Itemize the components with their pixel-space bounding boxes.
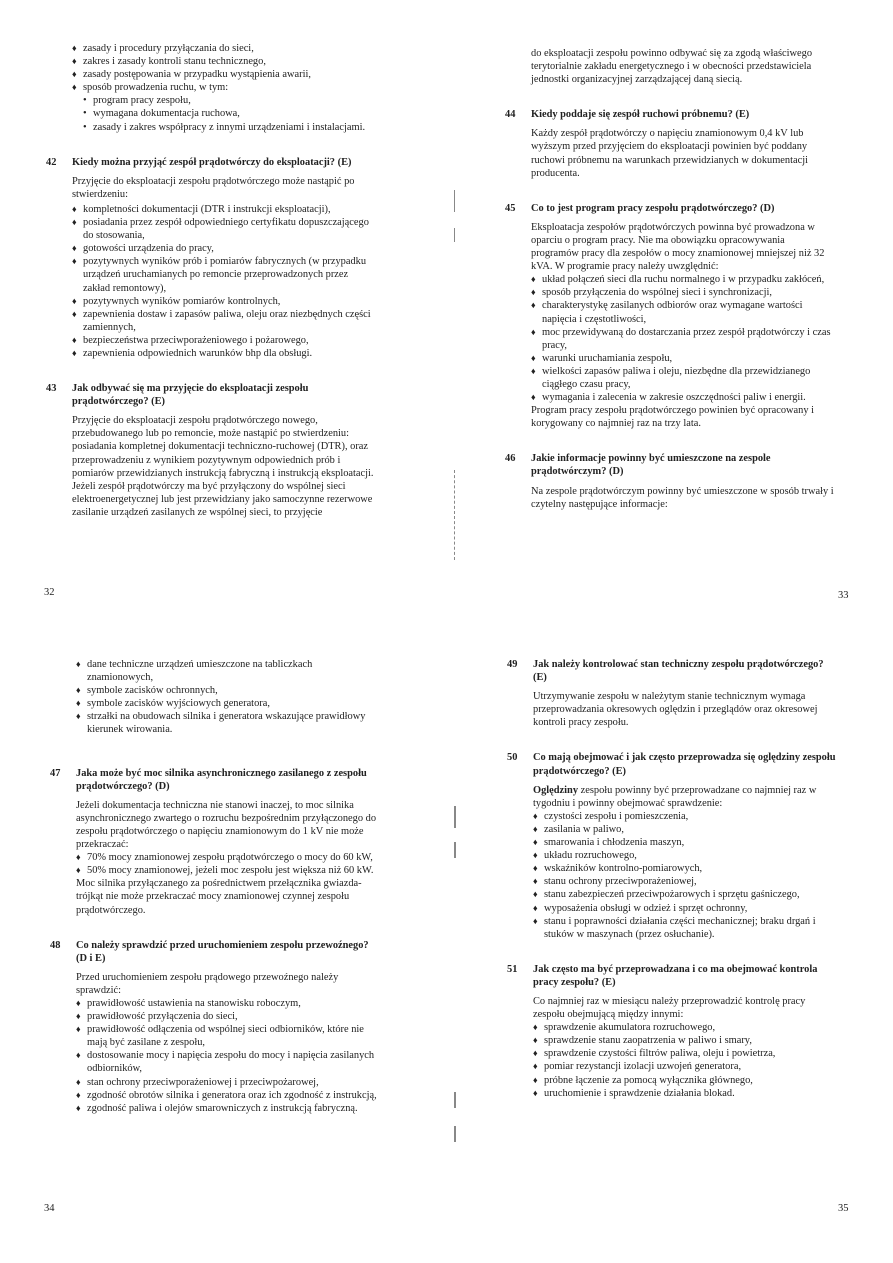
question-title: Jak często ma być przeprowadzana i co ma obejmować kontrola pracy zespołu? (E) bbox=[533, 963, 818, 988]
question-title: Jak należy kontrolować stan techniczny zespołu prądotwórczego? (E) bbox=[533, 659, 824, 684]
page-number: 32 bbox=[44, 587, 55, 598]
page-number: 35 bbox=[838, 1203, 849, 1214]
list-item: ♦ prawidłowość ustawienia na stanowisku roboczym, bbox=[76, 997, 380, 1010]
top-bullet-list bbox=[76, 658, 380, 737]
question-49-answer bbox=[533, 690, 837, 729]
question-number: 51 bbox=[507, 963, 518, 975]
question-title: Co to jest program pracy zespołu prądotwórczego? (D) bbox=[531, 202, 775, 214]
question-46-answer bbox=[531, 485, 835, 511]
question-50-answer bbox=[533, 784, 837, 941]
question-44-heading bbox=[505, 108, 835, 121]
question-43-heading bbox=[46, 382, 376, 408]
answer-paragraph: Przed uruchomieniem zespołu prądowego przewoźnego należy sprawdzić: bbox=[76, 971, 339, 996]
sub-list-item: • program pracy zespołu, bbox=[72, 94, 376, 107]
list-item: ♦ posiadania przez zespół odpowiedniego certyfikatu dopuszczającego do stosowania, bbox=[72, 216, 376, 242]
list-item: ♦ uruchomienie i sprawdzenie działania blokad. bbox=[533, 1087, 837, 1100]
answer-paragraph: Każdy zespół prądotwórczy o napięciu znamionowym 0,4 kV lub wyższym przed przyjęciem do eksploatacji powinien być poddany ruchowi próbnemu na warunkach przewidzianych w dokumentacji producenta. bbox=[531, 128, 808, 179]
list-item: ♦ strzałki na obudowach silnika i generatora wskazujące prawidłowy kierunek wirowania. bbox=[76, 710, 380, 736]
list-item: ♦ wymagania i zalecenia w zakresie oszczędności paliw i energii. bbox=[531, 391, 835, 404]
scan-mark bbox=[454, 228, 455, 242]
question-title: Kiedy można przyjąć zespół prądotwórczy do eksploatacji? (E) bbox=[72, 156, 352, 168]
list-item: ♦ zapewnienia dostaw i zapasów paliwa, oleju oraz niezbędnych części zamiennych, bbox=[72, 308, 376, 334]
question-title: Kiedy poddaje się zespół ruchowi próbnemu? (E) bbox=[531, 109, 750, 121]
list-item: ♦ wskaźników kontrolno-pomiarowych, bbox=[533, 862, 837, 875]
answer-paragraph: Program pracy zespołu prądotwórczego powinien być opracowany i korygowany co najmniej raz na trzy lata. bbox=[531, 405, 815, 430]
question-46-heading bbox=[505, 452, 835, 478]
page-33-column bbox=[505, 47, 835, 511]
list-item: ♦ wyposażenia obsługi w odzież i sprzęt ochronny, bbox=[533, 902, 837, 915]
list-item: ♦ gotowości urządzenia do pracy, bbox=[72, 242, 376, 255]
list-item: ♦ symbole zacisków ochronnych, bbox=[76, 684, 380, 697]
list-item: ♦ sprawdzenie czystości filtrów paliwa, oleju i powietrza, bbox=[533, 1047, 837, 1060]
question-title: Co mają obejmować i jak często przeprowadza się oględziny zespołu prądotwórczego? (E) bbox=[533, 752, 836, 777]
answer-paragraph: Przyjęcie do eksploatacji zespołu prądotwórczego nowego, przebudowanego lub po remoncie, może nastąpić po stwierdzeniu: posiadania kompletnej dokumentacji techniczno-ruchowej (DTR), oraz przeprowadzeniu z wynikiem pozytywnym odpowiednich prób i pomiarów przewidzianych instrukcją fabryczną i instrukcją eksploatacji. bbox=[72, 415, 374, 479]
list-item: ♦ sprawdzenie akumulatora rozruchowego, bbox=[533, 1021, 837, 1034]
question-number: 46 bbox=[505, 453, 516, 465]
answer-paragraph: Utrzymywanie zespołu w należytym stanie technicznym wymaga przeprowadzania okresowych oględzin i przeglądów oraz okresowej kontroli pracy zespołu. bbox=[533, 691, 818, 729]
question-title: Jak odbywać się ma przyjęcie do eksploatacji zespołu prądotwórczego? (E) bbox=[72, 383, 309, 408]
list-item: ♦ zapewnienia odpowiednich warunków bhp dla obsługi. bbox=[72, 347, 376, 360]
scan-mark bbox=[454, 1126, 456, 1142]
list-item: ♦ zgodność obrotów silnika i generatora oraz ich zgodność z instrukcją, bbox=[76, 1089, 380, 1102]
list-item: ♦ moc przewidywaną do dostarczania przez zespół prądotwórczy i czas pracy, bbox=[531, 326, 835, 352]
question-number: 48 bbox=[50, 939, 61, 951]
list-item: ♦ układu rozruchowego, bbox=[533, 849, 837, 862]
question-number: 50 bbox=[507, 752, 518, 764]
answer-paragraph bbox=[533, 784, 837, 810]
question-title: Co należy sprawdzić przed uruchomieniem zespołu przewoźnego? (D i E) bbox=[76, 939, 369, 964]
list-item: ♦ kompletności dokumentacji (DTR i instrukcji eksploatacji), bbox=[72, 203, 376, 216]
list-item: ♦ prawidłowość przyłączenia do sieci, bbox=[76, 1010, 380, 1023]
sub-list-item: • wymagana dokumentacja ruchowa, bbox=[72, 107, 376, 120]
question-48-heading bbox=[50, 939, 380, 965]
answer-text: zespołu powinny być przeprowadzane co najmniej raz w tygodniu i powinny obejmować sprawdzenie: bbox=[533, 784, 817, 809]
question-43-answer bbox=[72, 414, 376, 519]
list-item: ♦ charakterystykę zasilanych odbiorów oraz wymagane wartości napięcia i częstotliwości, bbox=[531, 299, 835, 325]
list-item: ♦ prawidłowość odłączenia od wspólnej sieci odbiorników, które nie mają być zasilane z zespołu, bbox=[76, 1023, 380, 1049]
list-item: ♦ symbole zacisków wyjściowych generatora, bbox=[76, 697, 380, 710]
question-number: 43 bbox=[46, 383, 57, 395]
question-44-answer bbox=[531, 127, 835, 179]
question-number: 47 bbox=[50, 767, 61, 779]
list-item: ♦ sposób prowadzenia ruchu, w tym: bbox=[72, 81, 376, 94]
question-47-answer bbox=[76, 799, 380, 917]
list-item: ♦ czystości zespołu i pomieszczenia, bbox=[533, 810, 837, 823]
list-item: ♦ bezpieczeństwa przeciwporażeniowego i pożarowego, bbox=[72, 334, 376, 347]
scan-mark bbox=[454, 806, 456, 828]
question-42-heading bbox=[46, 156, 376, 169]
answer-paragraph: Przyjęcie do eksploatacji zespołu prądotwórczego może nastąpić po stwierdzeniu: bbox=[72, 175, 355, 200]
question-49-heading bbox=[507, 658, 837, 684]
answer-paragraph: do eksploatacji zespołu powinno odbywać się za zgodą właściwego terytorialnie zakładu energetycznego i w obecności przedstawiciela jednostki organizacyjnej zarządzającej daną siecią. bbox=[531, 48, 813, 86]
list-item: ♦ stanu ochrony przeciwporażeniowej, bbox=[533, 875, 837, 888]
list-item: ♦ układ połączeń sieci dla ruchu normalnego i w przypadku zakłóceń, bbox=[531, 273, 835, 286]
scan-mark bbox=[454, 190, 455, 212]
page-number: 34 bbox=[44, 1203, 55, 1214]
question-42-answer bbox=[72, 175, 376, 360]
list-item: ♦ pozytywnych wyników prób i pomiarów fabrycznych (w przypadku urządzeń uruchamianych po remoncie przeprowadzonych przez zakład remontowy), bbox=[72, 255, 376, 294]
question-45-answer bbox=[531, 221, 835, 431]
answer-paragraph: Jeżeli zespół prądotwórczy ma być przyłączony do wspólnej sieci elektroenergetycznej lub jest przewidziany jako samoczynne rezerwowe zasilanie urządzeń zasilanych ze wspólnej sieci, to przyjęcie bbox=[72, 480, 373, 518]
list-item: ♦ zasady postępowania w przypadku wystąpienia awarii, bbox=[72, 68, 376, 81]
question-48-answer bbox=[76, 971, 380, 1115]
list-item: ♦ sprawdzenie stanu zaopatrzenia w paliwo i smary, bbox=[533, 1034, 837, 1047]
list-item: ♦ 50% mocy znamionowej, jeżeli moc zespołu jest większa niż 60 kW. bbox=[76, 864, 380, 877]
answer-paragraph: Jeżeli dokumentacja techniczna nie stanowi inaczej, to moc silnika asynchronicznego zwartego o rozruchu bezpośrednim przyłączonego do zespołu prądotwórczego o napięciu znamionowym do 1 kV nie może przekraczać: bbox=[76, 799, 377, 851]
answer-paragraph: Na zespole prądotwórczym powinny być umieszczone w sposób trwały i czytelny następujące informacje: bbox=[531, 485, 834, 510]
list-item: ♦ smarowania i chłodzenia maszyn, bbox=[533, 836, 837, 849]
question-title: Jaka może być moc silnika asynchronicznego zasilanego z zespołu prądotwórczego? (D) bbox=[76, 767, 367, 792]
list-item: ♦ 70% mocy znamionowej zespołu prądotwórczego o mocy do 60 kW, bbox=[76, 851, 380, 864]
list-item: ♦ warunki uruchamiania zespołu, bbox=[531, 352, 835, 365]
continued-paragraph bbox=[531, 47, 835, 86]
question-50-heading bbox=[507, 751, 837, 777]
list-item: ♦ pozytywnych wyników pomiarów kontrolnych, bbox=[72, 295, 376, 308]
question-51-answer bbox=[533, 995, 837, 1100]
scan-mark bbox=[454, 842, 456, 858]
list-item: ♦ dostosowanie mocy i napięcia zespołu do mocy i napięcia zasilanych odbiorników, bbox=[76, 1049, 380, 1075]
question-47-heading bbox=[50, 767, 380, 793]
question-title: Jakie informacje powinny być umieszczone na zespole prądotwórczym? (D) bbox=[531, 453, 771, 478]
list-item: ♦ wielkości zapasów paliwa i oleju, niezbędne dla przewidzianego ciągłego czasu pracy, bbox=[531, 365, 835, 391]
list-item: ♦ zasady i procedury przyłączania do sieci, bbox=[72, 42, 376, 55]
answer-paragraph: Moc silnika przyłączanego za pośrednictwem przełącznika gwiazda-trójkąt nie może przekraczać mocy znamionowej czynnej zespołu prądotwórczego. bbox=[76, 878, 362, 916]
page-35-column bbox=[507, 658, 837, 1100]
list-item: ♦ stan ochrony przeciwporażeniowej i przeciwpożarowej, bbox=[76, 1076, 380, 1089]
top-bullet-list bbox=[72, 42, 376, 134]
question-number: 49 bbox=[507, 659, 518, 670]
sub-list-item: • zasady i zakres współpracy z innymi urządzeniami i instalacjami. bbox=[72, 121, 376, 134]
question-45-heading bbox=[505, 202, 835, 215]
list-item: ♦ próbne łączenie za pomocą wyłącznika głównego, bbox=[533, 1074, 837, 1087]
scan-mark bbox=[454, 470, 455, 560]
list-item: ♦ zgodność paliwa i olejów smarowniczych z instrukcją fabryczną. bbox=[76, 1102, 380, 1115]
answer-paragraph: Eksploatacja zespołów prądotwórczych powinna być prowadzona w oparciu o program pracy. Nie ma obowiązku opracowywania programów pracy dla zespołów o mocy znamionowej mniejszej niż 32 kVA. W programie pracy należy uwzględnić: bbox=[531, 221, 825, 273]
list-item: ♦ stanu zabezpieczeń przeciwpożarowych i sprzętu gaśniczego, bbox=[533, 888, 837, 901]
question-51-heading bbox=[507, 963, 837, 989]
page-number: 33 bbox=[838, 590, 849, 601]
list-item: ♦ stanu i poprawności działania części mechanicznej; braku drgań i stuków w maszynach (przez osłuchanie). bbox=[533, 915, 837, 941]
list-item: ♦ dane techniczne urządzeń umieszczone na tabliczkach znamionowych, bbox=[76, 658, 380, 684]
question-number: 44 bbox=[505, 109, 516, 121]
list-item: ♦ zakres i zasady kontroli stanu technicznego, bbox=[72, 55, 376, 68]
page-32-column bbox=[46, 42, 376, 519]
list-item: ♦ zasilania w paliwo, bbox=[533, 823, 837, 836]
answer-paragraph: Co najmniej raz w miesiącu należy przeprowadzić kontrolę pracy zespołu obejmującą między innymi: bbox=[533, 995, 806, 1021]
page-34-column bbox=[50, 658, 380, 1115]
question-number: 42 bbox=[46, 156, 57, 168]
bold-term: Oględziny bbox=[533, 784, 579, 796]
list-item: ♦ pomiar rezystancji izolacji uzwojeń generatora, bbox=[533, 1060, 837, 1073]
question-number: 45 bbox=[505, 202, 516, 214]
list-item: ♦ sposób przyłączenia do wspólnej sieci i synchronizacji, bbox=[531, 286, 835, 299]
scan-mark bbox=[454, 1092, 456, 1108]
